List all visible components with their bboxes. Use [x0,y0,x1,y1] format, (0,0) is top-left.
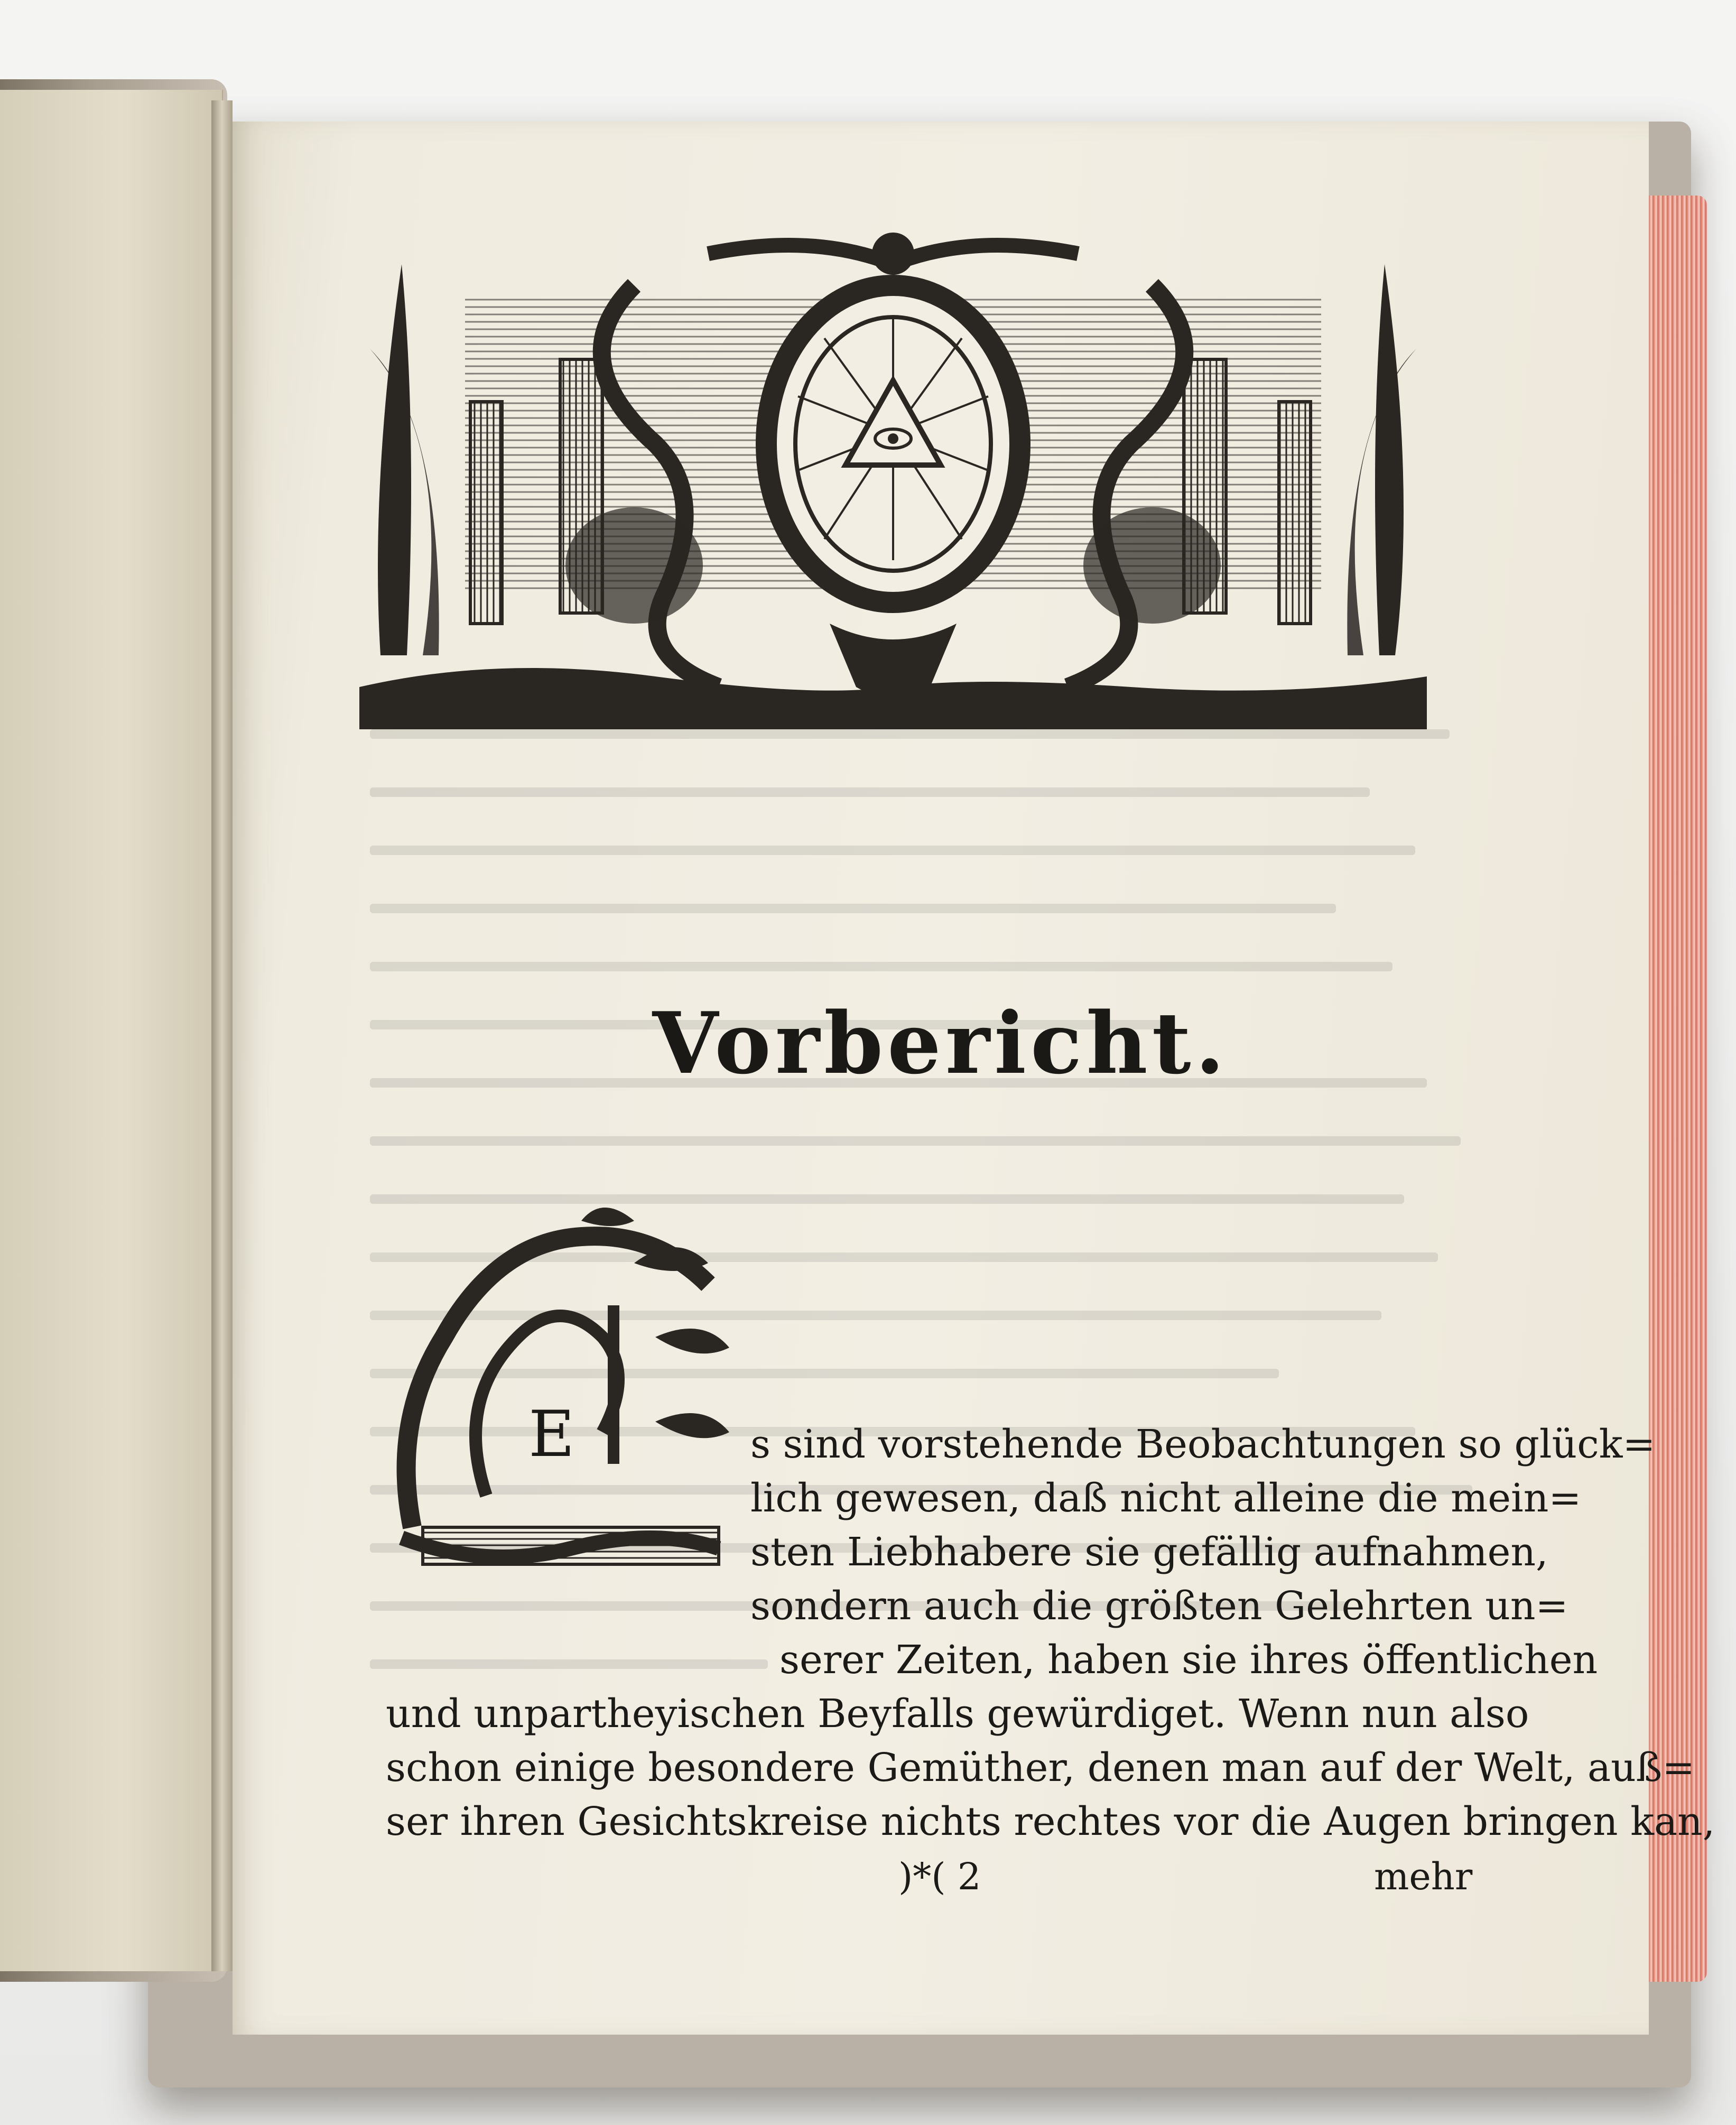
page-heading: Vorbericht. [652,994,1229,1093]
signature-mark: )*( 2 [898,1855,981,1898]
red-page-edges [1644,196,1707,1982]
woodcut-vignette [338,222,1448,740]
body-line-4: sondern auch die größten Gelehrten un= [750,1583,1568,1629]
drop-initial-letter: E [528,1398,575,1471]
book-spine [211,100,233,1971]
ornamental-initial [380,1200,740,1570]
body-line-7: schon einige besondere Gemüther, denen man auf der Welt, auß= [386,1745,1695,1790]
body-line-8: ser ihren Gesichtskreise nichts rechtes vor die Augen bringen kan, [386,1799,1715,1844]
left-page [0,90,223,1971]
body-line-6: und unpartheyischen Beyfalls gewürdiget. Wenn nun also [386,1691,1529,1737]
catchword: mehr [1374,1855,1473,1898]
body-line-2: lich gewesen, daß nicht alleine die mein= [750,1476,1582,1521]
body-line-1: s sind vorstehende Beobachtungen so glück= [750,1422,1656,1467]
body-line-3: sten Liebhabere sie gefällig aufnahmen, [750,1529,1548,1575]
body-line-5: serer Zeiten, haben sie ihres öffentlichen [779,1637,1598,1683]
